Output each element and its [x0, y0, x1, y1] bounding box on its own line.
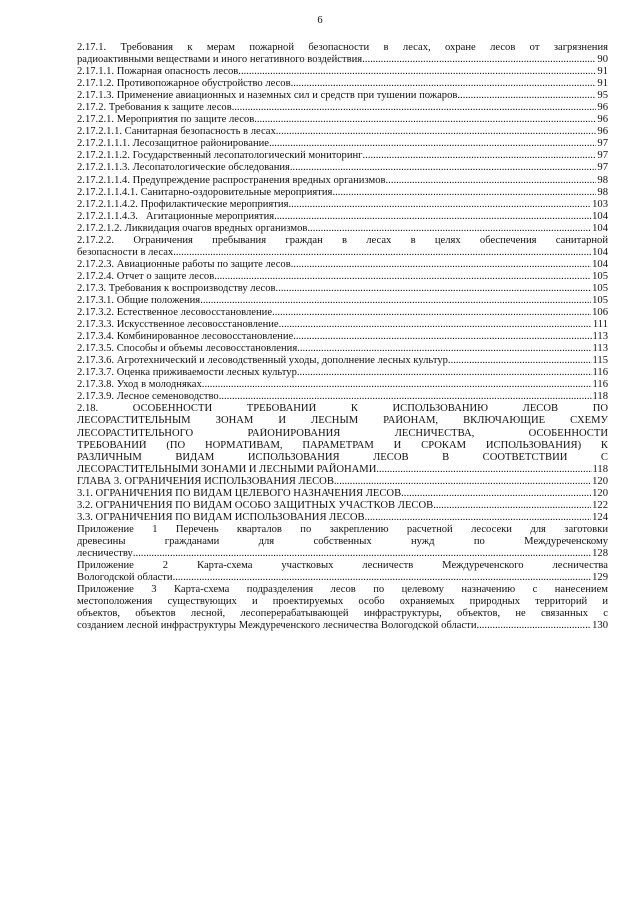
dot-leader	[276, 126, 597, 138]
dot-leader	[232, 102, 597, 114]
toc-entry[interactable]	[77, 42, 608, 66]
toc-entry-title: 2.17.2.1.1.4.2. Профилактические мероприятия	[77, 198, 289, 210]
toc-page-number: 96	[597, 102, 608, 114]
toc-entry[interactable]	[77, 283, 608, 295]
toc-entry[interactable]	[77, 114, 608, 126]
toc-entry-appendix-3[interactable]	[77, 584, 608, 632]
toc-entry-title-line: ТРЕБОВАНИЙ (ПО НОРМАТИВАМ, ПАРАМЕТРАМ И СРОКАМ ИСПОЛЬЗОВАНИЯ) К	[77, 439, 608, 451]
toc-page-number: 104	[592, 210, 608, 222]
toc-page-number: 97	[597, 150, 608, 162]
toc-entry-title: 2.17.3.9. Лесное семеноводство	[77, 391, 219, 403]
toc-entry-title-line: 2.17.2.2. Ограничения пребывания граждан в лесах в целях обеспечения санитарной	[77, 234, 608, 246]
toc-entry-title: 2.17.3. Требования к воспроизводству лесов	[77, 282, 276, 294]
toc-page-number: 91	[597, 66, 608, 78]
toc-entry[interactable]	[77, 319, 608, 331]
toc-entry[interactable]	[77, 271, 608, 283]
dot-leader	[279, 319, 592, 331]
toc-entry-title-line: 2.17.1. Требования к мерам пожарной безопасности в лесах, охране лесов от загрязнения	[77, 42, 608, 53]
toc-page-number: 105	[592, 270, 608, 282]
toc-entry[interactable]	[77, 126, 608, 138]
toc-page-number: 113	[592, 343, 608, 355]
toc-entry-title: 2.17.2.1.1.4.3. Агитационные мероприятия	[77, 210, 275, 222]
toc-entry-title: 2.17.3.2. Естественное лесовосстановление	[77, 307, 273, 319]
toc-entry-title-line: радиоактивными веществами и иного негативного воздействия	[77, 54, 363, 66]
toc-entry-title: 3.2. ОГРАНИЧЕНИЯ ПО ВИДАМ ОСОБО ЗАЩИТНЫХ УЧАСТКОВ ЛЕСОВ	[77, 499, 434, 511]
toc-entry[interactable]	[77, 331, 608, 343]
dot-leader	[291, 259, 591, 271]
toc-page-number: 104	[592, 246, 608, 258]
toc-entry-title-line: Приложение 3 Карта-схема подразделения лесов по целевому назначению с нанесением	[77, 584, 608, 596]
dot-leader	[365, 512, 592, 524]
toc-entry[interactable]	[77, 102, 608, 114]
toc-entry[interactable]	[77, 512, 608, 524]
toc-entry[interactable]	[77, 235, 608, 259]
toc-page-number: 118	[592, 463, 608, 475]
toc-entry-title: 2.17.2.3. Авиационные работы по защите лесов	[77, 258, 291, 270]
toc-entry-title: 3.3. ОГРАНИЧЕНИЯ ПО ВИДАМ ИСПОЛЬЗОВАНИЯ ЛЕСОВ	[77, 511, 365, 523]
toc-page-number: 104	[592, 222, 608, 234]
toc-entry-title: 2.17.3.1. Общие положения	[77, 294, 201, 306]
toc-entry-title: 2.17.3.5. Способы и объемы лесовосстановления	[77, 343, 298, 355]
toc-page-number: 120	[592, 475, 608, 487]
dot-leader	[219, 391, 592, 403]
toc-entry-title-line: безопасности в лесах	[77, 246, 174, 258]
dot-leader	[386, 175, 597, 187]
toc-entry-title-line: Приложение 2 Карта-схема участковых лесничеств Междуреченского лесничества	[77, 560, 608, 572]
dot-leader	[457, 90, 596, 102]
dot-leader	[200, 295, 591, 307]
toc-entry[interactable]	[77, 90, 608, 102]
toc-entry-title: 2.17.2.1. Мероприятия по защите лесов	[77, 114, 255, 126]
toc-page-number: 105	[592, 294, 608, 306]
toc-entry-title: 2.17.2.1.1.3. Лесопатологические обследования	[77, 162, 290, 174]
dot-leader	[307, 223, 591, 235]
toc-entry-title-line: Приложение 1 Перечень кварталов по закреплению расчетной лесосеки для заготовки	[77, 523, 608, 535]
toc-entry-title-line: 2.18. ОСОБЕННОСТИ ТРЕБОВАНИЙ К ИСПОЛЬЗОВАНИЮ ЛЕСОВ ПО	[77, 403, 608, 415]
dot-leader	[254, 114, 596, 126]
toc-entry-title: 2.17.3.6. Агротехнический и лесоводственный уходы, дополнение лесных культур	[77, 355, 448, 367]
toc-page-number: 118	[592, 391, 608, 403]
toc-entry-title-line: созданием лесной инфраструктуры Междуреченского лесничества Вологодской области	[77, 620, 477, 632]
dot-leader	[363, 150, 597, 162]
toc-entry[interactable]	[77, 66, 608, 78]
toc-entry[interactable]	[77, 355, 608, 367]
toc-page-number: 98	[597, 186, 608, 198]
toc-entry[interactable]	[77, 488, 608, 500]
toc-entry-title: 2.17.1.2. Противопожарное обустройство лесов	[77, 78, 291, 90]
toc-entry-title: 2.17.1.3. Применение авиационных и наземных сил и средств при тушении пожаров	[77, 90, 458, 102]
toc-page-number: 130	[592, 620, 608, 632]
toc-entry-title: ГЛАВА 3. ОГРАНИЧЕНИЯ ИСПОЛЬЗОВАНИЯ ЛЕСОВ	[77, 475, 334, 487]
toc-entry-title: 2.17.2.1.1.4.1. Санитарно-оздоровительные мероприятия	[77, 186, 333, 198]
dot-leader	[433, 500, 591, 512]
toc-entry-title-line: древесины гражданами для собственных нужд по Междуреченскому	[77, 535, 608, 547]
toc-entry-title: 2.17.2.1.2. Ликвидация очагов вредных организмов	[77, 222, 308, 234]
dot-leader	[291, 78, 597, 90]
toc-entry[interactable]	[77, 162, 608, 174]
toc-entry-title: 3.1. ОГРАНИЧЕНИЯ ПО ВИДАМ ЦЕЛЕВОГО НАЗНАЧЕНИЯ ЛЕСОВ	[77, 487, 402, 499]
toc-entry[interactable]	[77, 391, 608, 403]
toc-entry[interactable]	[77, 379, 608, 391]
toc-entry-title-line: ЛЕСОРАСТИТЕЛЬНОГО РАЙОНИРОВАНИЯ ЛЕСНИЧЕСТВА, ОСОБЕННОСТИ	[77, 427, 608, 439]
toc-entry-title: 2.17.2.1.1. Санитарная безопасность в лесах	[77, 126, 276, 138]
dot-leader	[214, 271, 591, 283]
toc-entry[interactable]	[77, 78, 608, 90]
toc-page-number: 116	[592, 367, 608, 379]
toc-entry-title-line: РАЗЛИЧНЫМ ВИДАМ ИСПОЛЬЗОВАНИЯ ЛЕСОВ В СООТВЕТСТВИИ С	[77, 451, 608, 463]
dot-leader	[448, 355, 592, 367]
dot-leader	[293, 331, 591, 343]
dot-leader	[297, 343, 591, 355]
dot-leader	[173, 247, 591, 259]
toc-page-number: 91	[597, 78, 608, 90]
toc-page-number: 97	[597, 138, 608, 150]
toc-entry[interactable]	[77, 307, 608, 319]
toc-entry[interactable]	[77, 150, 608, 162]
dot-leader	[272, 307, 591, 319]
toc-entry-title-line: Вологодской области	[77, 572, 173, 584]
toc-entry[interactable]	[77, 259, 608, 271]
dot-leader	[334, 476, 591, 488]
toc-page-number: 128	[592, 547, 608, 559]
toc-page-number: 122	[592, 499, 608, 511]
toc-page-number: 129	[592, 572, 608, 584]
dot-leader	[476, 620, 591, 632]
dot-leader	[133, 548, 591, 560]
toc-entry[interactable]	[77, 223, 608, 235]
toc-entry-section-2-18[interactable]	[77, 403, 608, 475]
toc-page-number: 98	[597, 174, 608, 186]
toc-entry-title: 2.17.1.1. Пожарная опасность лесов	[77, 66, 239, 78]
toc-entry[interactable]	[77, 211, 608, 223]
table-of-contents	[77, 42, 608, 632]
toc-page-number: 116	[592, 379, 608, 391]
dot-leader	[297, 367, 592, 379]
toc-page-number: 103	[592, 198, 608, 210]
toc-entry[interactable]	[77, 187, 608, 199]
toc-entry-title: 2.17.3.8. Уход в молодняках	[77, 379, 202, 391]
toc-entry-title-line: ЛЕСОРАСТИТЕЛЬНЫМИ ЗОНАМИ И ЛЕСНЫМИ РАЙОНАМИ	[77, 463, 377, 475]
toc-entry[interactable]	[77, 500, 608, 512]
toc-entry-title: 2.17.2.4. Отчет о защите лесов	[77, 270, 215, 282]
dot-leader	[173, 572, 592, 584]
toc-page-number: 104	[592, 258, 608, 270]
toc-entry-appendix-2[interactable]	[77, 560, 608, 584]
toc-page-number: 90	[597, 54, 608, 66]
dot-leader	[401, 488, 591, 500]
toc-entry-title-line: местоположения существующих и проектируемых особо охраняемых природных территорий и	[77, 596, 608, 608]
toc-entry-title-line: объектов, объектов лесной, лесоперерабатывающей инфраструктуры, объектов, не связанных с	[77, 608, 608, 620]
toc-entry-title-line: лесничеству	[77, 547, 133, 559]
toc-page-number: 96	[597, 126, 608, 138]
dot-leader	[332, 187, 596, 199]
toc-page-number: 106	[592, 307, 608, 319]
toc-entry[interactable]	[77, 175, 608, 187]
toc-entry-chapter-3[interactable]	[77, 476, 608, 488]
dot-leader	[290, 162, 597, 174]
toc-entry-title: 2.17.3.4. Комбинированное лесовосстановление	[77, 331, 294, 343]
toc-entry-title: 2.17.2. Требования к защите лесов	[77, 102, 232, 114]
toc-entry-title: 2.17.2.1.1.1. Лесозащитное районирование	[77, 138, 269, 150]
toc-entry[interactable]	[77, 138, 608, 150]
toc-entry-appendix-1[interactable]	[77, 524, 608, 560]
dot-leader	[269, 138, 596, 150]
page-number: 6	[317, 15, 323, 26]
toc-entry[interactable]	[77, 199, 608, 211]
dot-leader	[202, 379, 592, 391]
dot-leader	[274, 211, 591, 223]
toc-page-number: 124	[592, 511, 608, 523]
toc-entry-title: 2.17.3.3. Искусственное лесовосстановление	[77, 319, 279, 331]
toc-page-number: 115	[592, 355, 608, 367]
toc-page-number: 97	[597, 162, 608, 174]
toc-entry[interactable]	[77, 367, 608, 379]
dot-leader	[376, 464, 591, 476]
dot-leader	[238, 66, 596, 78]
toc-page-number: 96	[597, 114, 608, 126]
toc-page-number: 120	[592, 487, 608, 499]
dot-leader	[276, 283, 592, 295]
dot-leader	[288, 199, 591, 211]
toc-entry-title: 2.17.3.7. Оценка приживаемости лесных культур	[77, 367, 297, 379]
toc-entry-title: 2.17.2.1.1.4. Предупреждение распространения вредных организмов	[77, 174, 386, 186]
toc-page-number: 95	[597, 90, 608, 102]
toc-entry[interactable]	[77, 343, 608, 355]
dot-leader	[362, 54, 596, 66]
toc-entry-title: 2.17.2.1.1.2. Государственный лесопатологический мониторинг	[77, 150, 363, 162]
toc-page-number: 113	[592, 331, 608, 343]
toc-entry-title-line: ЛЕСОРАСТИТЕЛЬНЫМ ЗОНАМ И ЛЕСНЫМ РАЙОНАМ, ВКЛЮЧАЮЩИЕ СХЕМУ	[77, 415, 608, 427]
toc-page-number: 105	[592, 282, 608, 294]
toc-page-number: 111	[592, 319, 608, 331]
toc-entry[interactable]	[77, 295, 608, 307]
